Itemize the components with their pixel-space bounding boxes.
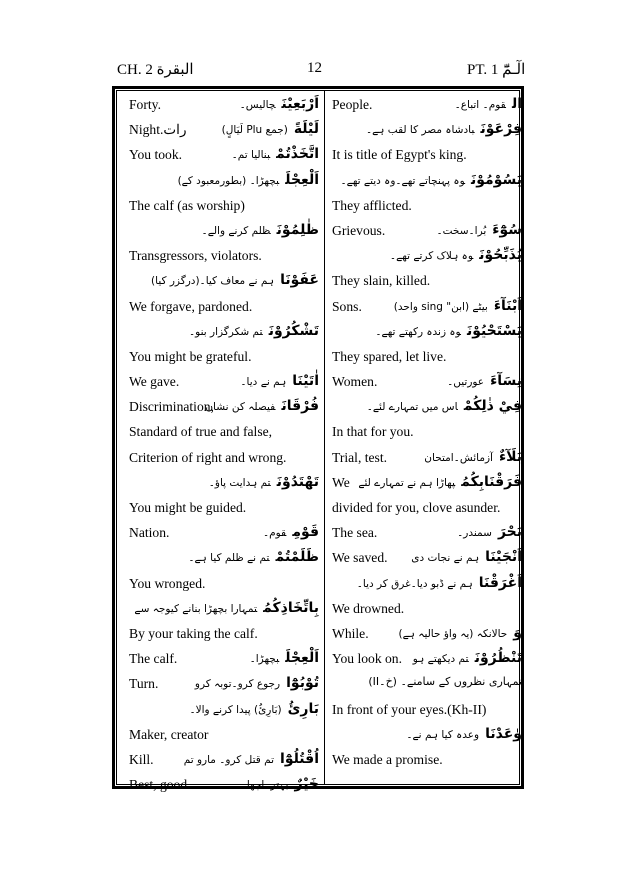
urdu-meaning: اس میں تمہارے لئے۔: [366, 401, 458, 414]
arabic-entry: [366, 121, 522, 137]
english-meaning: Criterion of right and wrong.: [129, 449, 287, 465]
english-meaning: Night.رات: [129, 122, 187, 138]
english-meaning: People.: [332, 97, 373, 112]
english-meaning: Grievous.: [332, 222, 386, 238]
vocab-row: [129, 723, 319, 748]
urdu-meaning: آزمائش۔امتحان: [424, 451, 493, 464]
english-meaning: Transgressors, violators.: [129, 248, 262, 264]
english-meaning: They spared, let live.: [332, 348, 447, 364]
urdu-meaning: تم دیکھتے ہو: [412, 653, 469, 666]
vocab-row: [129, 748, 319, 773]
vocab-row: [332, 269, 522, 294]
arabic-entry: [367, 398, 522, 414]
arabic-word: وَ: [513, 624, 522, 641]
arabic-word: اَغْرَقْنَا: [478, 574, 522, 591]
vocab-row: [332, 93, 522, 118]
arabic-word: بَحْرَ: [497, 524, 522, 541]
urdu-meaning: تم ہدایت پاؤ۔: [208, 476, 271, 489]
english-meaning: We gave.: [129, 374, 180, 390]
english-meaning: We made a promise.: [332, 751, 443, 767]
arabic-word: اُقْتُلُوْٓا: [280, 750, 319, 767]
arabic-entry: [134, 600, 319, 616]
left-column: [129, 93, 319, 798]
vocab-row: [129, 698, 319, 723]
urdu-meaning: بادشاہ مصر کا لقب ہے۔: [365, 124, 475, 137]
vocab-row: [332, 446, 522, 471]
vocab-row: [332, 471, 522, 496]
arabic-entry: [358, 474, 522, 490]
english-meaning: Kill.: [129, 751, 154, 767]
vocab-row: [129, 269, 319, 294]
arabic-entry: [424, 449, 522, 465]
vocab-row: [332, 219, 522, 244]
english-meaning: Discrimination,: [129, 399, 214, 415]
urdu-meaning: ظلم کرنے والے۔: [201, 224, 271, 237]
english-meaning: Turn.: [129, 676, 159, 692]
page-number: 12: [307, 60, 322, 76]
vocab-row: [129, 647, 319, 672]
urdu-meaning: (جمع Plu لَيَالٍ): [221, 124, 288, 137]
arabic-word: اَلْعِجْلَ: [285, 171, 319, 188]
arabic-entry: [413, 650, 522, 666]
english-meaning: You took.: [129, 147, 183, 163]
arabic-entry: [209, 474, 319, 490]
arabic-word: يَسْتَحْيُوْنَ: [466, 322, 522, 339]
english-meaning: The calf (as worship): [129, 197, 245, 213]
chapter-label: CH. 2 البقرة: [117, 62, 194, 78]
urdu-meaning: سمندر۔: [457, 527, 492, 540]
arabic-entry: [222, 121, 319, 137]
arabic-entry: [394, 298, 522, 314]
vocab-row: [129, 773, 319, 798]
urdu-meaning: بیٹے (ابن" sing واحد): [393, 300, 488, 313]
arabic-entry: [189, 701, 319, 717]
arabic-word: ظٰلِمُوْنَ: [276, 221, 319, 238]
arabic-word: اَنْجَيْنَا: [485, 549, 522, 566]
english-meaning: The sea.: [332, 525, 378, 541]
english-meaning: We saved.: [332, 550, 388, 566]
arabic-entry: [188, 549, 319, 565]
vocab-row: [129, 143, 319, 168]
urdu-meaning: فیصلہ کن نشان: [205, 401, 276, 414]
arabic-word: يَسُوْمُوْنَ: [471, 171, 522, 188]
arabic-entry: [240, 373, 319, 389]
vocab-row: [332, 320, 522, 345]
english-meaning: Nation.: [129, 525, 170, 541]
arabic-entry: [184, 751, 319, 767]
vocab-row: [129, 597, 319, 622]
arabic-entry: [205, 398, 319, 414]
vocab-row: [332, 345, 522, 370]
arabic-entry: [189, 323, 319, 339]
urdu-meaning: عورتیں۔: [447, 376, 485, 389]
english-meaning: divided for you, clove asunder.: [332, 500, 501, 515]
vocab-row: [332, 143, 522, 168]
arabic-entry: [406, 726, 522, 742]
vocab-row: [129, 622, 319, 647]
english-meaning: By your taking the calf.: [129, 625, 258, 641]
arabic-entry: [241, 776, 319, 792]
urdu-meaning: (بَارِئُ) پیدا کرنے والا۔: [189, 703, 282, 716]
arabic-entry: [457, 524, 522, 540]
vocab-row: [332, 546, 522, 571]
arabic-word: اٰتَيْنَا: [292, 373, 319, 390]
vocab-row: [129, 118, 319, 143]
urdu-meaning: وہ زندہ رکھتے تھے۔: [375, 325, 461, 338]
vocab-row: [129, 93, 319, 118]
urdu-meaning: وہ ہلاک کرتے تھے۔: [389, 250, 474, 263]
vocab-row: [332, 748, 522, 773]
vocab-row: [332, 572, 522, 597]
english-meaning: You wronged.: [129, 575, 206, 591]
english-meaning: Standard of true and false,: [129, 424, 273, 440]
english-meaning: Forty.: [129, 97, 161, 112]
vocab-row: [129, 320, 319, 345]
urdu-meaning: بچھڑا۔: [249, 653, 280, 666]
vocab-row: [129, 672, 319, 697]
right-column: [332, 93, 522, 773]
arabic-entry: [263, 524, 319, 540]
english-meaning: Women.: [332, 374, 378, 390]
vocab-row: [332, 521, 522, 546]
urdu-meaning: چالیس۔: [239, 99, 276, 111]
urdu-meaning: قوم۔: [262, 527, 287, 540]
arabic-word: عَفَوْنَا: [280, 272, 319, 289]
arabic-entry: [178, 172, 319, 188]
arabic-word: اَلْعِجْلَ: [285, 650, 319, 667]
vocab-row: [129, 295, 319, 320]
english-meaning: You look on.: [332, 651, 403, 667]
urdu-meaning: تم قتل کرو۔ مارو تم: [183, 753, 275, 766]
vocab-row: [332, 244, 522, 269]
vocab-row: [332, 672, 522, 697]
vocab-row: [332, 395, 522, 420]
vocab-row: [129, 471, 319, 496]
arabic-word: يُذَبِّحُوْنَ: [479, 247, 522, 264]
arabic-entry: [375, 323, 522, 339]
vocab-row: [332, 622, 522, 647]
arabic-entry: [399, 625, 522, 641]
urdu-meaning: بہتر۔اچھا۔: [240, 779, 289, 792]
vocab-row: [129, 244, 319, 269]
arabic-entry: [411, 549, 522, 565]
arabic-entry: [202, 222, 319, 238]
vocab-row: [332, 420, 522, 445]
urdu-meaning: ہم نے معاف کیا۔(درگزر کیا): [151, 275, 275, 288]
urdu-meaning: حالانکہ (یہ واؤ حالیہ ہے): [398, 627, 508, 640]
vocab-row: [129, 420, 319, 445]
urdu-meaning: قوم۔ اتباع۔: [454, 99, 506, 111]
arabic-entry: [195, 675, 319, 691]
urdu-meaning: پھاڑا ہم نے تمہارے لئے: [358, 476, 456, 489]
vocab-row: [332, 295, 522, 320]
arabic-word: تَهْتَدُوْنَ: [276, 473, 319, 490]
vocab-row: [129, 496, 319, 521]
english-meaning: In that for you.: [332, 424, 414, 440]
arabic-word: تَشْكُرُوْنَ: [268, 322, 319, 339]
english-meaning: They afflicted.: [332, 197, 412, 213]
arabic-entry: [250, 650, 319, 666]
arabic-word: لَيْلَةً: [293, 121, 319, 138]
vocab-row: [129, 395, 319, 420]
english-meaning: We: [332, 474, 350, 490]
vocab-row: [129, 169, 319, 194]
urdu-meaning: وہ پہنچاتے تھے۔وہ دیتے تھے۔: [340, 174, 466, 187]
arabic-word: خَيْرٌ: [294, 776, 319, 793]
arabic-entry: [232, 146, 319, 162]
urdu-meaning: تمہارا بچھڑا بنانے کیوجہ سے: [134, 602, 258, 615]
english-meaning: While.: [332, 625, 369, 641]
english-meaning: Trial, test.: [332, 449, 388, 465]
urdu-meaning: تم نے ظلم کیا ہے۔: [188, 552, 270, 565]
arabic-word: ظَلَمْتُمْ: [275, 549, 319, 566]
arabic-word: فَرَقْنَابِكُمُ: [461, 473, 522, 490]
arabic-word: قَوْمِ: [292, 524, 319, 541]
vocab-row: [332, 370, 522, 395]
arabic-word: تُوْبُوْٓا: [286, 675, 319, 692]
urdu-meaning: تمہاری نظروں کے سامنے۔ (خ۔II): [368, 675, 522, 689]
english-meaning: We drowned.: [332, 600, 405, 616]
urdu-meaning: وعدہ کیا ہم نے۔: [406, 728, 480, 741]
urdu-meaning: ہم نے ڈبو دیا۔غرق کر دیا۔: [356, 577, 473, 590]
urdu-meaning: رجوع کرو۔توبہ کرو: [194, 678, 281, 691]
arabic-word: اتَّخَذْتُمْ: [276, 146, 319, 163]
vocab-row: [332, 169, 522, 194]
urdu-meaning: ہم نے نجات دی: [411, 552, 480, 565]
vocab-row: [129, 446, 319, 471]
english-meaning: Maker, creator: [129, 726, 209, 742]
english-meaning: You might be grateful.: [129, 348, 252, 364]
arabic-word: اَرْبَعِيْنَ: [281, 96, 319, 112]
arabic-word: نِسَآءَ: [490, 373, 522, 390]
arabic-word: وٰعَدْنَا: [485, 725, 522, 742]
vocab-row: [129, 370, 319, 395]
english-meaning: We forgave, pardoned.: [129, 298, 253, 314]
english-meaning: Best, good.: [129, 777, 191, 793]
urdu-meaning: ہم نے دیا۔: [240, 376, 287, 389]
english-meaning: You might be guided.: [129, 500, 247, 515]
arabic-word: فِرْعَوْنَ: [480, 121, 522, 138]
arabic-word: فِيْ ذٰلِكُمْ: [463, 398, 522, 415]
arabic-entry: [390, 247, 522, 263]
arabic-word: اٰل: [511, 96, 522, 112]
vocab-row: [332, 194, 522, 219]
arabic-word: بَلَآءٌ: [498, 448, 522, 465]
vocab-row: [129, 521, 319, 546]
arabic-word: تَنْظُرُوْنَ: [474, 650, 522, 667]
arabic-word: بِاتِّخَاذِكُمُ: [263, 599, 319, 616]
vocab-row: [129, 572, 319, 597]
arabic-word: فُرْقَانَ: [281, 398, 319, 415]
urdu-meaning: تم شکرگزار بنو۔: [189, 325, 263, 338]
arabic-entry: [447, 373, 522, 389]
urdu-meaning: بچھڑا۔ (بطورمعبود کے): [177, 174, 280, 187]
english-meaning: The calf.: [129, 651, 178, 667]
arabic-word: اَبْنَآءَ: [493, 297, 522, 314]
english-meaning: It is title of Egypt's king.: [332, 147, 467, 163]
arabic-entry: [436, 222, 522, 238]
urdu-meaning: بُرا۔سخت۔: [436, 224, 487, 237]
vocab-row: [332, 698, 522, 723]
vocab-row: [332, 723, 522, 748]
vocab-row: [332, 496, 522, 521]
vocab-row: [129, 345, 319, 370]
arabic-word: سُوْٓءَ: [492, 221, 522, 238]
arabic-entry: [151, 272, 319, 288]
vocab-row: [129, 546, 319, 571]
english-meaning: They slain, killed.: [332, 273, 431, 289]
arabic-entry: [357, 575, 522, 591]
english-meaning: Sons.: [332, 298, 362, 314]
urdu-meaning: بنالیا تم۔: [231, 149, 271, 162]
arabic-entry: [455, 96, 522, 112]
vocab-row: [332, 647, 522, 672]
part-label: PT. 1 الٓـمّٓ: [467, 62, 526, 78]
vocab-row: [332, 597, 522, 622]
vocab-row: [332, 118, 522, 143]
arabic-word: بَارِئُ: [287, 700, 319, 717]
arabic-entry: [341, 172, 522, 188]
column-divider: [324, 91, 325, 784]
vocab-row: [129, 194, 319, 219]
arabic-entry: [240, 96, 319, 112]
english-meaning: In front of your eyes.(Kh-II): [332, 701, 487, 717]
vocab-row: [129, 219, 319, 244]
